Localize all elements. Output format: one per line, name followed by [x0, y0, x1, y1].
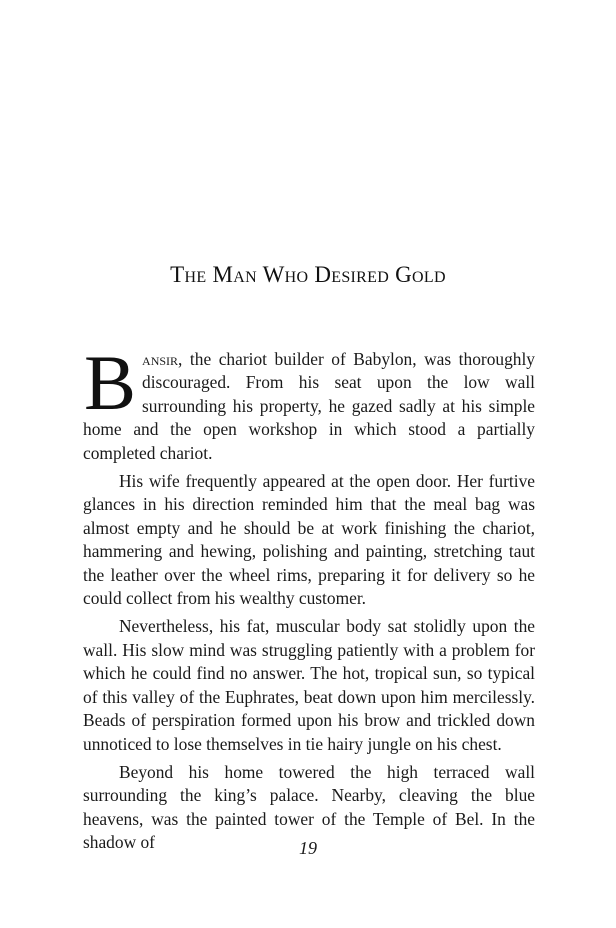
page-number: 19	[299, 838, 317, 858]
paragraph-4: Beyond his home towered the high terraced wall surrounding the king’s palace. Nearby, cleaving the blue heavens, was the painted tower of the Temple of Bel. In the shadow of	[83, 761, 535, 853]
lead-word: ansir	[142, 350, 179, 369]
paragraph-1-text: , the chariot builder of Babylon, was thoroughly discouraged. From his seat upon the low wall surrounding his property, he gazed sadly at his simple home and the open workshop in which stood a partially completed chariot.	[83, 349, 535, 463]
drop-cap: B	[84, 339, 137, 426]
chapter-title: The Man Who Desired Gold	[170, 262, 446, 287]
paragraph-1	[83, 339, 535, 465]
chapter-body	[83, 339, 535, 860]
paragraph-3: Nevertheless, his fat, muscular body sat stolidly upon the wall. His slow mind was struggling patiently with a problem for which he could find no answer. The hot, tropical sun, so typical of this valley of the Euphrates, beat down upon him mercilessly. Beads of perspiration formed upon his brow and trickled down unnoticed to lose themselves in tie hairy jungle on his chest.	[83, 616, 535, 754]
paragraph-2: His wife frequently appeared at the open door. Her furtive glances in his direction reminded him that the meal bag was almost empty and he should be at work finishing the chariot, hammering and hewing, polishing and painting, stretching taut the leather over the wheel rims, preparing it for delivery so he could collect from his wealthy customer.	[83, 471, 535, 609]
